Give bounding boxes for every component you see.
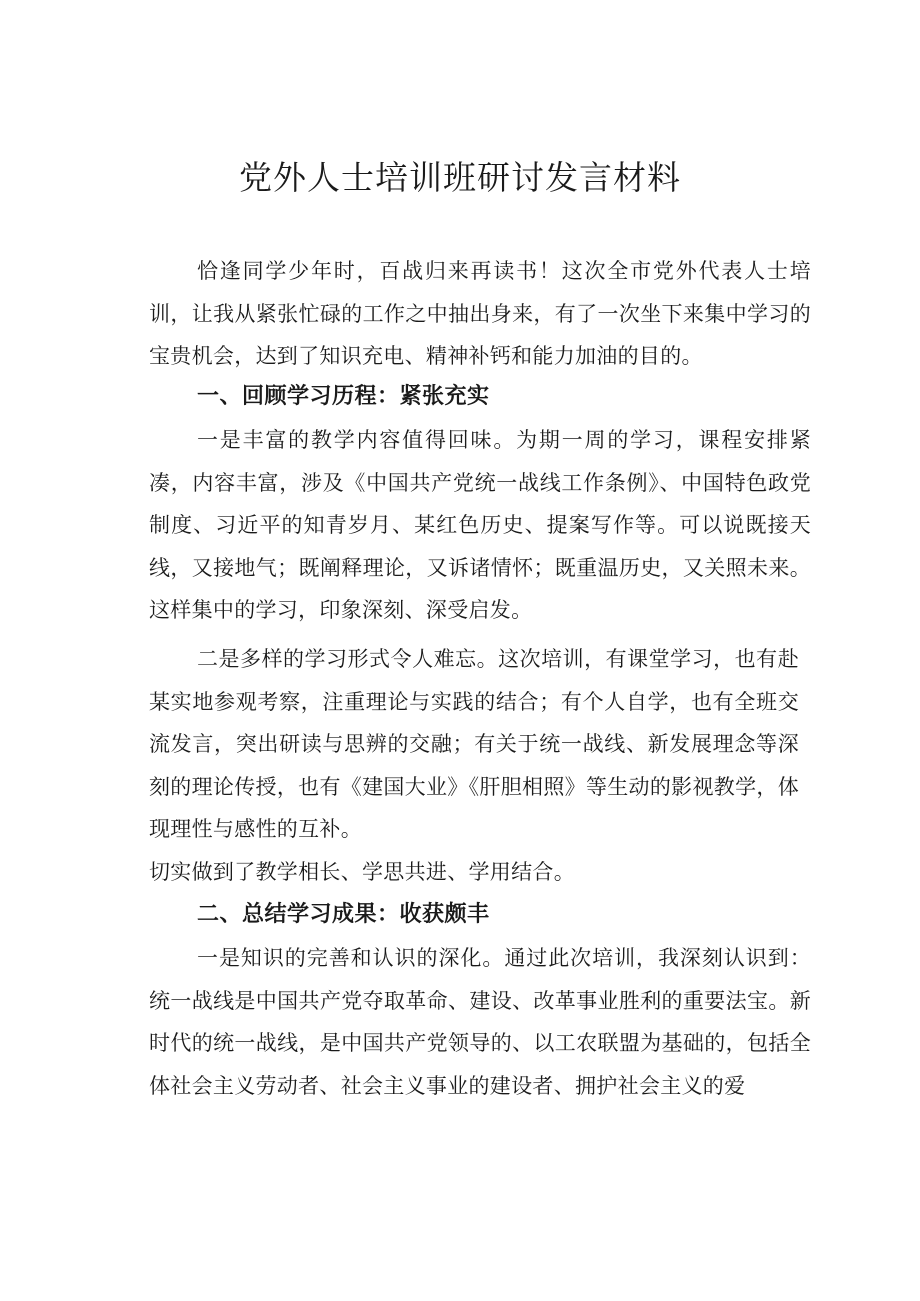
section-1-paragraph-1: 一是丰富的教学内容值得回味。为期一周的学习，课程安排紧凑，内容丰富，涉及《中国共产党统一战线工作条例》、中国特色政党制度、习近平的知青岁月、某红色历史、提案写作等。可以说既接天线，又接地气；既阐释理论，又诉诸情怀；既重温历史，又关照未来。这样集中的学习，印象深刻、深受启发。 <box>149 428 811 622</box>
section-2-paragraph-1: 一是知识的完善和认识的深化。通过此次培训，我深刻认识到：统一战线是中国共产党夺取革命、建设、改革事业胜利的重要法宝。新时代的统一战线，是中国共产党领导的、以工农联盟为基础的，包括全体社会主义劳动者、社会主义事业的建设者、拥护社会主义的爱 <box>149 946 811 1098</box>
document-title: 党外人士培训班研讨发言材料 <box>239 158 681 197</box>
section-1-paragraph-3: 切实做到了教学相长、学思共进、学用结合。 <box>149 860 575 884</box>
section-1-heading: 一、回顾学习历程：紧张充实 <box>197 384 490 409</box>
section-2-heading: 二、总结学习成果：收获颇丰 <box>197 902 490 927</box>
section-1-paragraph-2: 二是多样的学习形式令人难忘。这次培训，有课堂学习，也有赴某实地参观考察，注重理论与实践的结合；有个人自学，也有全班交流发言，突出研读与思辨的交融；有关于统一战线、新发展理念等深刻的理论传授，也有《建国大业》《肝胆相照》等生动的影视教学，体现理性与感性的互补。 <box>149 647 799 841</box>
intro-paragraph: 恰逢同学少年时，百战归来再读书！这次全市党外代表人士培训，让我从紧张忙碌的工作之中抽出身来，有了一次坐下来集中学习的宝贵机会，达到了知识充电、精神补钙和能力加油的目的。 <box>149 259 811 368</box>
